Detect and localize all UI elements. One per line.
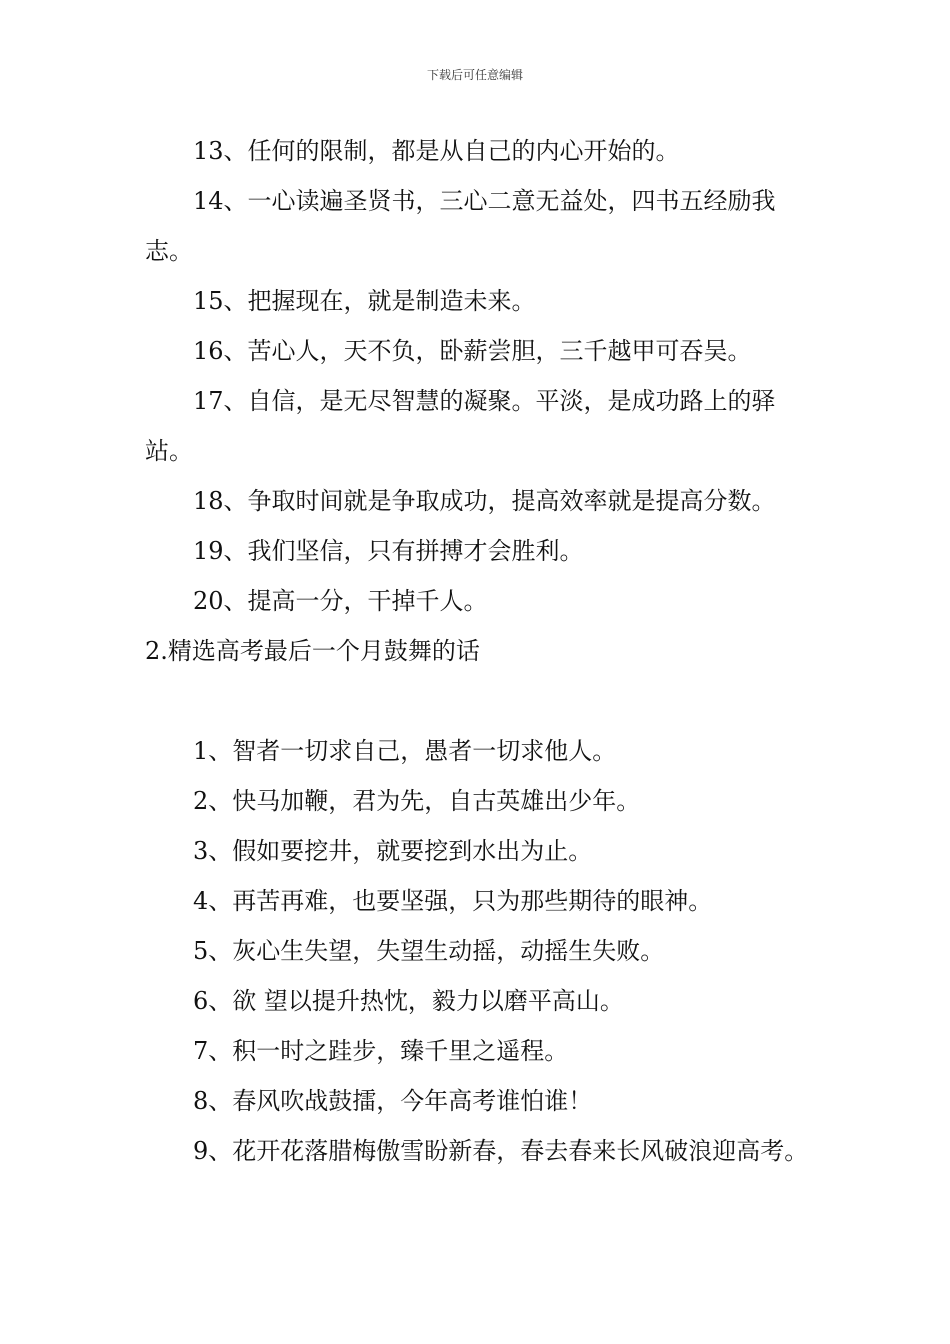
list-item: 20、提高一分，干掉千人。 bbox=[193, 587, 488, 615]
list-item: 7、积一时之跬步，臻千里之遥程。 bbox=[193, 1037, 569, 1065]
list-item: 18、争取时间就是争取成功，提高效率就是提高分数。 bbox=[193, 487, 776, 515]
list-item: 3、假如要挖井，就要挖到水出为止。 bbox=[193, 837, 593, 865]
list-item: 19、我们坚信，只有拼搏才会胜利。 bbox=[193, 537, 584, 565]
list-item: 5、灰心生失望，失望生动摇，动摇生失败。 bbox=[193, 937, 665, 965]
list-item: 15、把握现在，就是制造未来。 bbox=[193, 287, 536, 315]
list-item: 2、快马加鞭，君为先，自古英雄出少年。 bbox=[193, 787, 641, 815]
section-spacer bbox=[145, 676, 810, 726]
list-item: 9、花开花落腊梅傲雪盼新春，春去春来长风破浪迎高考。 bbox=[193, 1137, 809, 1165]
list-item: 8、春风吹战鼓擂，今年高考谁怕谁！ bbox=[193, 1087, 593, 1115]
list-item: 16、苦心人，天不负，卧薪尝胆，三千越甲可吞吴。 bbox=[193, 337, 752, 365]
list-item: 17、自信，是无尽智慧的凝聚。平淡，是成功路上的驿站。 bbox=[145, 387, 776, 465]
list-item: 13、任何的限制，都是从自己的内心开始的。 bbox=[193, 137, 680, 165]
list-item: 4、再苦再难，也要坚强，只为那些期待的眼神。 bbox=[193, 887, 713, 915]
list-item: 14、一心读遍圣贤书，三心二意无益处，四书五经励我志。 bbox=[145, 187, 776, 265]
list-item: 1、智者一切求自己，愚者一切求他人。 bbox=[193, 737, 617, 765]
section-heading: 2.精选高考最后一个月鼓舞的话 bbox=[145, 637, 480, 665]
list-item: 6、欲 望以提升热忱，毅力以磨平高山。 bbox=[193, 987, 624, 1015]
page-header: 下载后可任意编辑 bbox=[426, 68, 523, 82]
document-body bbox=[145, 126, 810, 1176]
